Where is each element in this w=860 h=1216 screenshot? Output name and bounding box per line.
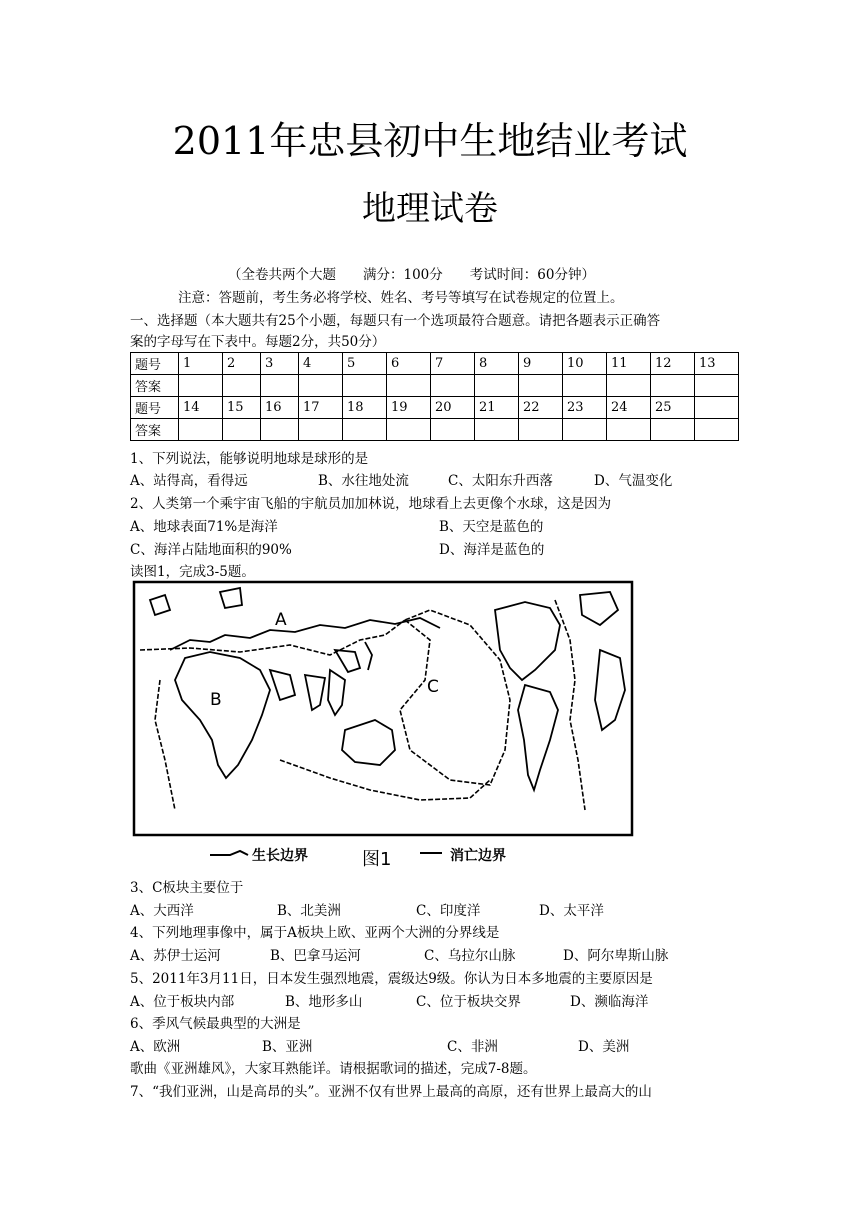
plate-map-figure [130,580,640,870]
question-number: 17 [299,397,343,419]
answer-table [130,352,739,441]
q2-option-a: A、地球表面71%是海洋 [130,519,278,535]
answer-cell[interactable] [179,375,223,397]
map-intro: 读图1，完成3-5题。 [130,564,255,580]
answer-cell[interactable] [387,375,431,397]
question-number: 12 [651,353,695,375]
answer-cell[interactable] [223,419,261,441]
q1-stem: 1、下列说法，能够说明地球是球形的是 [130,451,369,467]
q6-option-b: B、亚洲 [262,1039,313,1055]
answer-cell[interactable] [343,419,387,441]
question-number: 14 [179,397,223,419]
question-number: 9 [519,353,563,375]
row-label: 题号 [131,353,179,375]
table-row [131,419,739,441]
q1-option-a: A、站得高，看得远 [130,473,248,489]
song-intro: 歌曲《亚洲雄风》，大家耳熟能详。请根据歌词的描述，完成7-8题。 [130,1061,537,1077]
table-row [131,375,739,397]
answer-cell[interactable] [651,375,695,397]
answer-cell[interactable] [261,419,299,441]
question-number [695,397,739,419]
q4-option-a: A、苏伊士运河 [130,948,221,964]
answer-cell[interactable] [475,419,519,441]
question-number: 7 [431,353,475,375]
q4-option-c: C、乌拉尔山脉 [424,948,516,964]
q6-option-c: C、非洲 [447,1039,498,1055]
q2-option-d: D、海洋是蓝色的 [439,542,545,558]
section-instructions-2: 案的字母写在下表中。每题2分，共50分） [130,334,386,350]
question-number: 1 [179,353,223,375]
question-number: 15 [223,397,261,419]
answer-cell[interactable] [299,375,343,397]
q1-option-b: B、水往地处流 [318,473,409,489]
q2-option-c: C、海洋占陆地面积的90% [130,542,292,558]
q5-option-b: B、地形多山 [285,994,363,1010]
question-number: 20 [431,397,475,419]
answer-cell[interactable] [607,375,651,397]
q5-option-a: A、位于板块内部 [130,994,235,1010]
exam-title: 2011年忠县初中生地结业考试 [172,119,688,163]
answer-cell[interactable] [261,375,299,397]
question-number: 19 [387,397,431,419]
answer-cell[interactable] [563,375,607,397]
q3-stem: 3、C板块主要位于 [130,880,244,896]
answer-cell[interactable] [343,375,387,397]
question-number: 6 [387,353,431,375]
answer-cell[interactable] [223,375,261,397]
exam-subtitle: 地理试卷 [362,189,498,229]
question-number: 22 [519,397,563,419]
plate-label-c: C [427,677,439,697]
section-instructions-1: 一、选择题（本大题共有25个小题，每题只有一个选项最符合题意。请把各题表示正确答 [130,313,661,329]
exam-info: （全卷共两个大题 满分：100分 考试时间：60分钟） [228,267,595,283]
question-number: 10 [563,353,607,375]
q3-option-a: A、大西洋 [130,903,194,919]
question-number: 16 [261,397,299,419]
question-number: 8 [475,353,519,375]
q3-option-d: D、太平洋 [539,903,604,919]
table-row [131,353,739,375]
question-number: 21 [475,397,519,419]
question-number: 18 [343,397,387,419]
question-number: 11 [607,353,651,375]
q1-option-d: D、气温变化 [594,473,673,489]
answer-cell[interactable] [299,419,343,441]
answer-cell[interactable] [431,419,475,441]
q4-option-b: B、巴拿马运河 [270,948,361,964]
answer-cell[interactable] [519,419,563,441]
q2-option-b: B、天空是蓝色的 [439,519,544,535]
answer-cell[interactable] [607,419,651,441]
answer-cell[interactable] [475,375,519,397]
q5-stem: 5、2011年3月11日，日本发生强烈地震，震级达9级。你认为日本多地震的主要原因是 [130,971,653,987]
answer-cell[interactable] [563,419,607,441]
plate-label-b: B [210,690,222,710]
row-label: 答案 [131,375,179,397]
q5-option-c: C、位于板块交界 [416,994,521,1010]
question-number: 5 [343,353,387,375]
q6-option-a: A、欧洲 [130,1039,181,1055]
q1-option-c: C、太阳东升西落 [448,473,553,489]
question-number: 24 [607,397,651,419]
answer-cell[interactable] [431,375,475,397]
notice: 注意：答题前，考生务必将学校、姓名、考号等填写在试卷规定的位置上。 [178,290,624,306]
q2-stem: 2、人类第一个乘宇宙飞船的宇航员加加林说，地球看上去更像个水球，这是因为 [130,496,612,512]
question-number: 2 [223,353,261,375]
row-label: 题号 [131,397,179,419]
question-number: 13 [695,353,739,375]
q6-stem: 6、季风气候最典型的大洲是 [130,1016,301,1032]
map-caption: 图1 [362,849,392,870]
answer-cell[interactable] [651,419,695,441]
plate-label-a: A [275,610,287,630]
q5-option-d: D、濒临海洋 [570,994,649,1010]
answer-cell[interactable] [179,419,223,441]
question-number: 3 [261,353,299,375]
q4-stem: 4、下列地理事像中，属于A板块上欧、亚两个大洲的分界线是 [130,925,500,941]
legend-grow-symbol [210,851,248,855]
legend-grow-label: 生长边界 [252,848,308,864]
answer-cell[interactable] [519,375,563,397]
q3-option-c: C、印度洋 [416,903,481,919]
answer-cell[interactable] [387,419,431,441]
q3-option-b: B、北美洲 [277,903,341,919]
question-number: 4 [299,353,343,375]
row-label: 答案 [131,419,179,441]
q4-option-d: D、阿尔卑斯山脉 [563,948,669,964]
question-number: 23 [563,397,607,419]
legend-die-label: 消亡边界 [450,848,506,864]
answer-cell[interactable] [695,419,739,441]
q7-stem: 7、“我们亚洲，山是高昂的头”。亚洲不仅有世界上最高的高原，还有世界上最高大的山 [130,1084,652,1100]
answer-cell[interactable] [695,375,739,397]
table-row [131,397,739,419]
q6-option-d: D、美洲 [578,1039,630,1055]
question-number: 25 [651,397,695,419]
